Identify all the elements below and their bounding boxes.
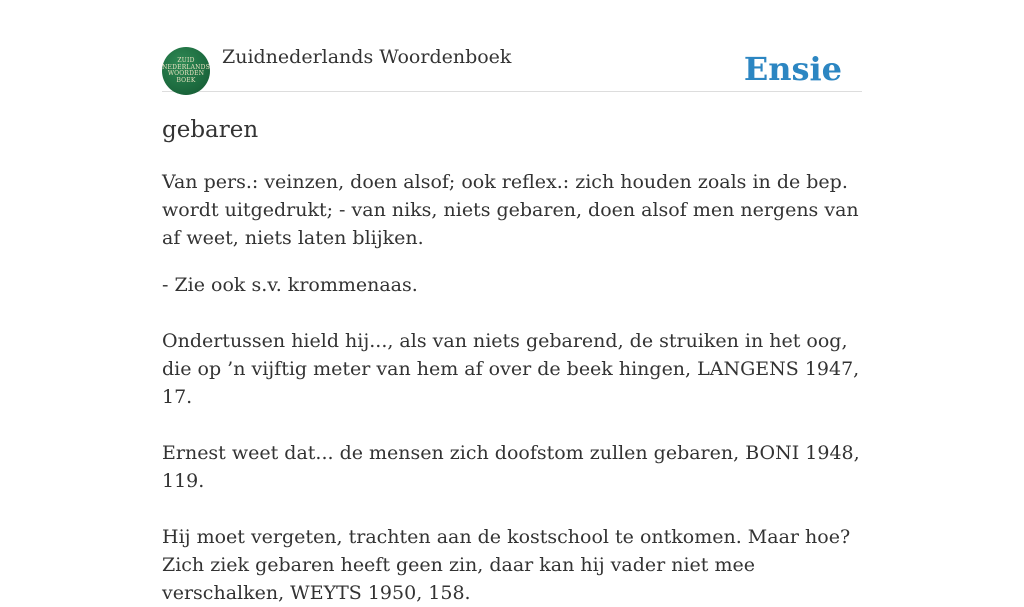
page-container <box>162 0 862 604</box>
site-header <box>162 0 862 92</box>
entry-headword: gebaren <box>162 117 259 143</box>
dictionary-logo[interactable] <box>162 47 210 95</box>
entry-quote: Ernest weet dat... de mensen zich doofstom zullen gebaren, BONI 1948, 119. <box>162 442 860 492</box>
logo-text-line: BOEK <box>176 76 196 84</box>
ensie-brand-logo[interactable]: Ensie <box>743 50 842 88</box>
entry-quote: Hij moet vergeten, trachten aan de kostschool te ontkomen. Maar hoe? Zich ziek gebaren heeft geen zin, daar kan hij vader niet mee verschalken, WEYTS 1950, 158. <box>162 526 851 604</box>
entry-definition: Van pers.: veinzen, doen alsof; ook reflex.: zich houden zoals in de bep. wordt uitgedrukt; - van niks, niets gebaren, doen alsof men nergens van af weet, niets laten blijken. <box>162 171 859 249</box>
logo-text-line: ZUID <box>177 57 195 64</box>
entry-see-also: - Zie ook s.v. krommenaas. <box>162 274 418 296</box>
logo-text-line: WOORDEN <box>167 70 205 77</box>
source-title-link[interactable]: Zuidnederlands Woordenboek <box>222 46 512 68</box>
entry-body <box>162 168 862 607</box>
logo-text-line: NEDERLANDS <box>162 63 210 71</box>
entry-quote: Ondertussen hield hij..., als van niets gebarend, de struiken in het oog, die op ’n vijftig meter van hem af over de beek hingen, LANGENS 1947, 17. <box>162 330 860 408</box>
